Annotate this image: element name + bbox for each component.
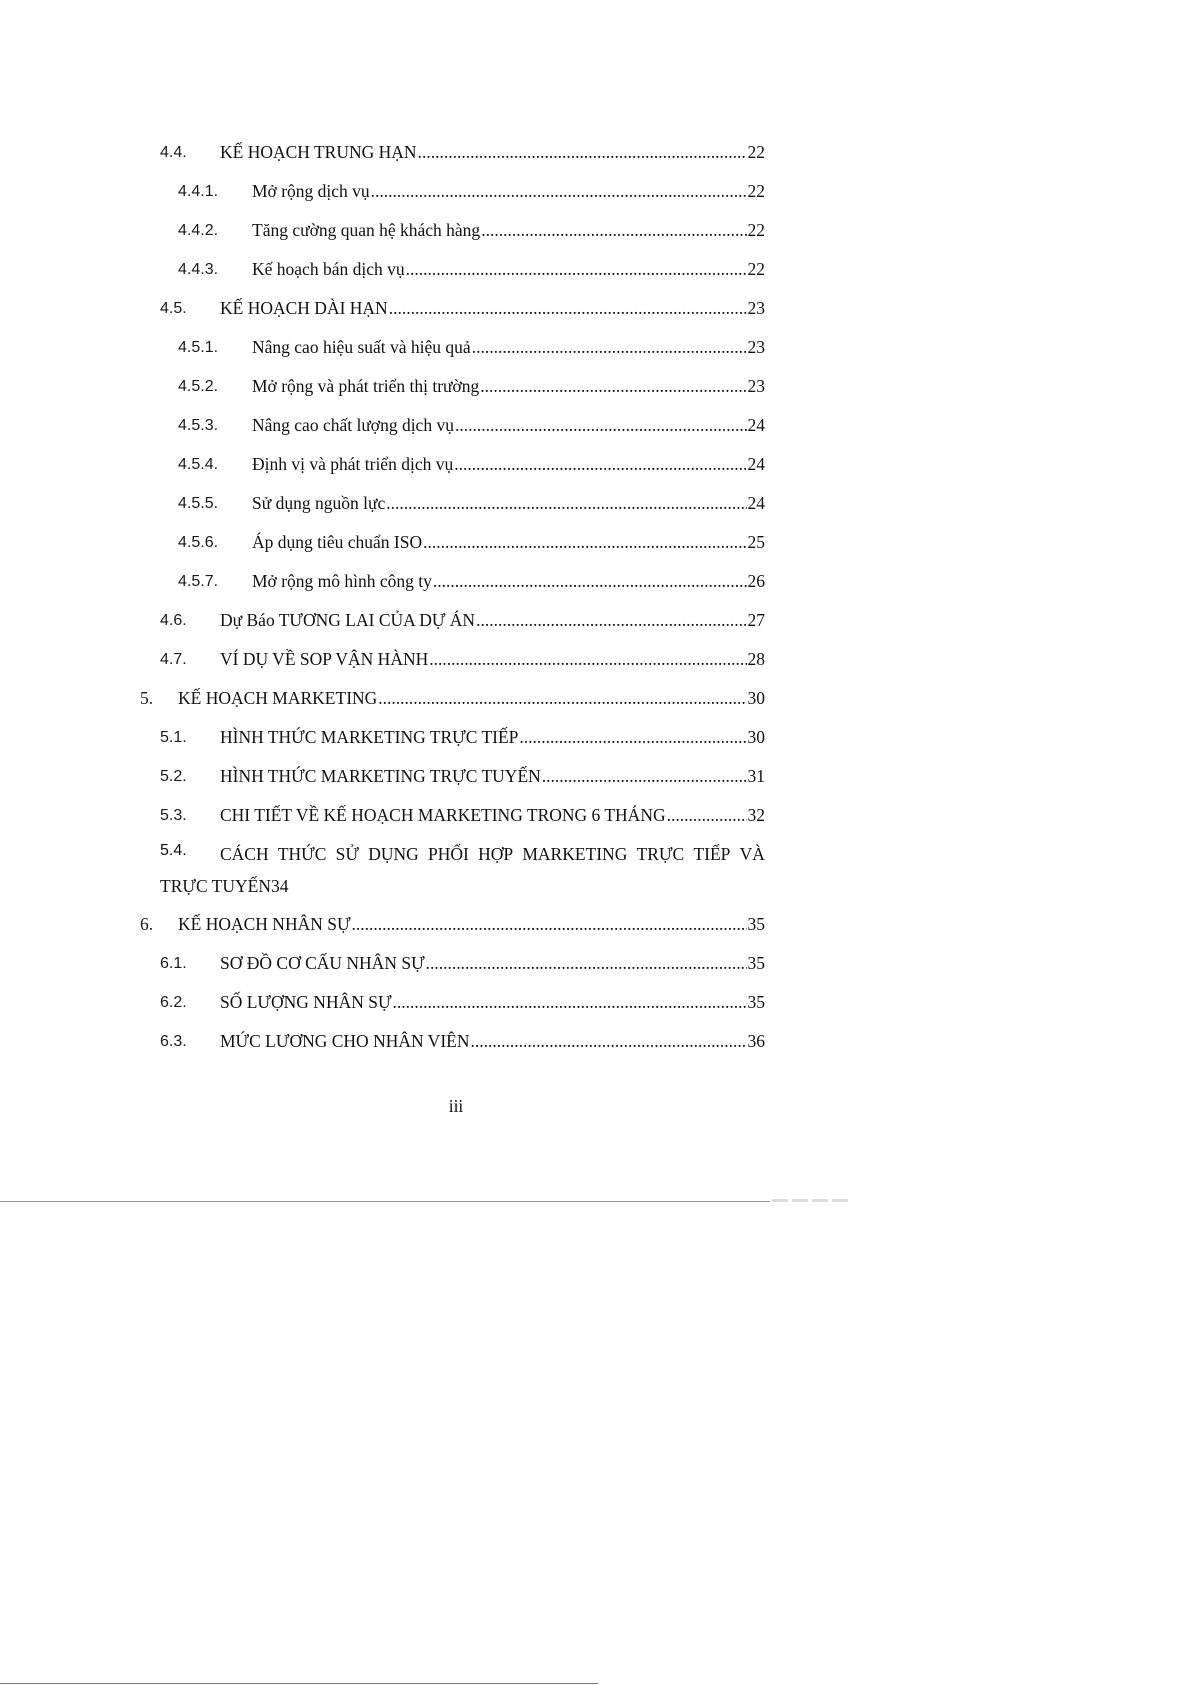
- toc-entry-number: 6.1.: [160, 955, 187, 972]
- toc-entry-title: VÍ DỤ VỀ SOP VẬN HÀNH: [220, 649, 429, 669]
- toc-entry-page: 23: [747, 337, 765, 357]
- toc-entry-title: Nâng cao hiệu suất và hiệu quả: [252, 337, 471, 357]
- toc-entry-page: 35: [747, 992, 765, 1012]
- toc-entry-title: HÌNH THỨC MARKETING TRỰC TUYẾN: [220, 766, 541, 786]
- dot-leader: [429, 645, 746, 673]
- toc-entry-title: KẾ HOẠCH NHÂN SỰ: [178, 914, 351, 934]
- toc-entry[interactable]: [160, 949, 765, 977]
- toc-entry-number: 4.5.4.: [178, 456, 219, 473]
- toc-entry-title: Mở rộng mô hình công ty: [252, 571, 432, 591]
- dot-leader: [418, 138, 747, 166]
- toc-entry[interactable]: [178, 177, 765, 205]
- title-word: TIẾP: [693, 844, 731, 864]
- toc-entry-page: 32: [747, 805, 765, 825]
- dot-leader: [371, 177, 747, 205]
- toc-entry-number: 4.4.: [160, 144, 187, 161]
- toc-entry-page: 22: [747, 220, 765, 240]
- toc-entry-number: 4.4.1.: [178, 183, 219, 200]
- toc-entry[interactable]: [178, 567, 765, 595]
- toc-entry-title-line-1: [220, 840, 765, 868]
- toc-entry-number: 4.5.: [160, 300, 187, 317]
- toc-entry-number: 6.3.: [160, 1033, 187, 1050]
- dot-leader: [433, 567, 747, 595]
- toc-entry-number: 4.5.6.: [178, 534, 219, 551]
- toc-entry-title: Mở rộng và phát triển thị trường: [252, 376, 480, 396]
- toc-entry-number: 5.4.: [160, 842, 187, 859]
- dot-leader: [470, 1027, 746, 1055]
- toc-entry-page: 26: [747, 571, 765, 591]
- toc-entry-title: Mở rộng dịch vụ: [252, 181, 370, 201]
- toc-entry-title: HÌNH THỨC MARKETING TRỰC TIẾP: [220, 727, 519, 747]
- dot-leader: [476, 606, 746, 634]
- toc-entry-page: 22: [747, 181, 765, 201]
- toc-entry-title: Kế hoạch bán dịch vụ: [252, 259, 405, 279]
- toc-entry-title: MỨC LƯƠNG CHO NHÂN VIÊN: [220, 1031, 470, 1051]
- toc-entry[interactable]: [178, 255, 765, 283]
- toc-entry-number: 6.2.: [160, 994, 187, 1011]
- toc-entry-page: 23: [747, 298, 765, 318]
- toc-entry-number: 4.5.2.: [178, 378, 219, 395]
- page-bottom-edge: [0, 1683, 598, 1684]
- toc-entry[interactable]: [160, 723, 765, 751]
- toc-entry-page: 22: [747, 142, 765, 162]
- dot-leader: [423, 528, 746, 556]
- toc-entry-number: 4.5.1.: [178, 339, 219, 356]
- toc-entry-title: Tăng cường quan hệ khách hàng: [252, 220, 481, 240]
- toc-entry-number: 4.6.: [160, 612, 187, 629]
- dot-leader: [386, 489, 746, 517]
- toc-entry[interactable]: [178, 372, 765, 400]
- page-edge-divider: [0, 1201, 770, 1202]
- toc-entry-title: CHI TIẾT VỀ KẾ HOẠCH MARKETING TRONG 6 THÁNG: [220, 805, 666, 825]
- toc-entry[interactable]: [160, 645, 765, 673]
- dot-leader: [378, 684, 746, 712]
- dot-leader: [519, 723, 746, 751]
- toc-entry-page: 34: [270, 876, 289, 896]
- toc-entry-page: 30: [747, 727, 765, 747]
- toc-entry-title: Định vị và phát triển dịch vụ: [252, 454, 454, 474]
- toc-entry-number: 4.4.2.: [178, 222, 219, 239]
- toc-entry[interactable]: [160, 138, 765, 166]
- toc-entry-page: 36: [747, 1031, 765, 1051]
- toc-entry-number: 6.: [140, 914, 154, 934]
- toc-entry-title: Dự Báo TƯƠNG LAI CỦA DỰ ÁN: [220, 610, 476, 630]
- toc-entry[interactable]: [160, 840, 765, 902]
- dot-leader: [352, 910, 747, 938]
- toc-entry[interactable]: [178, 411, 765, 439]
- toc-entry-title: Nâng cao chất lượng dịch vụ: [252, 415, 454, 435]
- toc-entry-page: 35: [747, 953, 765, 973]
- toc-entry[interactable]: [160, 762, 765, 790]
- dot-leader: [481, 216, 746, 244]
- dot-leader: [454, 450, 746, 478]
- title-word: MARKETING: [522, 844, 628, 864]
- toc-entry-number: 4.5.3.: [178, 417, 219, 434]
- toc-entry-title: SỐ LƯỢNG NHÂN SỰ: [220, 992, 392, 1012]
- dot-leader: [480, 372, 746, 400]
- title-word: VÀ: [739, 844, 765, 864]
- page-edge-divider-tail: [772, 1199, 852, 1202]
- toc-entry-page: 28: [747, 649, 765, 669]
- toc-entry[interactable]: [160, 988, 765, 1016]
- toc-entry[interactable]: [160, 294, 765, 322]
- toc-entry-title: TRỰC TUYẾN: [160, 876, 271, 896]
- toc-entry-page: 25: [747, 532, 765, 552]
- toc-entry-title: Áp dụng tiêu chuẩn ISO: [252, 532, 423, 552]
- toc-entry-page: 27: [747, 610, 765, 630]
- toc-entry-page: 24: [747, 454, 765, 474]
- title-word: SỬ: [335, 844, 359, 864]
- toc-entry-number: 4.5.7.: [178, 573, 219, 590]
- toc-entry[interactable]: [178, 489, 765, 517]
- toc-entry-number: 4.4.3.: [178, 261, 219, 278]
- toc-entry-title-line-2: [160, 872, 765, 900]
- title-word: THỨC: [277, 844, 327, 864]
- toc-entry[interactable]: [178, 216, 765, 244]
- toc-entry-number: 4.5.5.: [178, 495, 219, 512]
- toc-entry-page: 22: [747, 259, 765, 279]
- toc-entry[interactable]: [140, 684, 765, 712]
- toc-entry[interactable]: [178, 450, 765, 478]
- toc-entry-title: KẾ HOẠCH MARKETING: [178, 688, 378, 708]
- page-number: iii: [448, 1096, 464, 1116]
- title-word: CÁCH: [220, 844, 269, 864]
- toc-entry[interactable]: [178, 528, 765, 556]
- toc-entry-page: 31: [747, 766, 765, 786]
- toc-entry-page: 23: [747, 376, 765, 396]
- toc-entry[interactable]: [160, 606, 765, 634]
- dot-leader: [472, 333, 747, 361]
- title-word: HỢP: [478, 844, 514, 864]
- toc-entry-title: KẾ HOẠCH TRUNG HẠN: [220, 142, 417, 162]
- toc-entry[interactable]: [160, 801, 765, 829]
- toc-entry-page: 35: [747, 914, 765, 934]
- toc-entry-number: 5.: [140, 688, 154, 708]
- dot-leader: [542, 762, 747, 790]
- toc-entry-page: 24: [747, 493, 765, 513]
- dot-leader: [389, 294, 747, 322]
- title-word: DỤNG: [368, 844, 419, 864]
- dot-leader: [426, 949, 747, 977]
- dot-leader: [455, 411, 747, 439]
- toc-entry-title: Sử dụng nguồn lực: [252, 493, 386, 513]
- title-word: TRỰC: [636, 844, 685, 864]
- toc-entry[interactable]: [160, 1027, 765, 1055]
- toc-entry-number: 4.7.: [160, 651, 187, 668]
- toc-entry-number: 5.2.: [160, 768, 187, 785]
- toc-entry[interactable]: [140, 910, 765, 938]
- dot-leader: [667, 801, 747, 829]
- dot-leader: [406, 255, 747, 283]
- toc-entry-page: 30: [747, 688, 765, 708]
- toc-entry-title: SƠ ĐỒ CƠ CẤU NHÂN SỰ: [220, 953, 425, 973]
- toc-entry-number: 5.3.: [160, 807, 187, 824]
- toc-entry-title: KẾ HOẠCH DÀI HẠN: [220, 298, 388, 318]
- toc-entry-page: 24: [747, 415, 765, 435]
- toc-entry[interactable]: [178, 333, 765, 361]
- dot-leader: [393, 988, 747, 1016]
- toc-entry-number: 5.1.: [160, 729, 187, 746]
- title-word: PHỐI: [428, 844, 469, 864]
